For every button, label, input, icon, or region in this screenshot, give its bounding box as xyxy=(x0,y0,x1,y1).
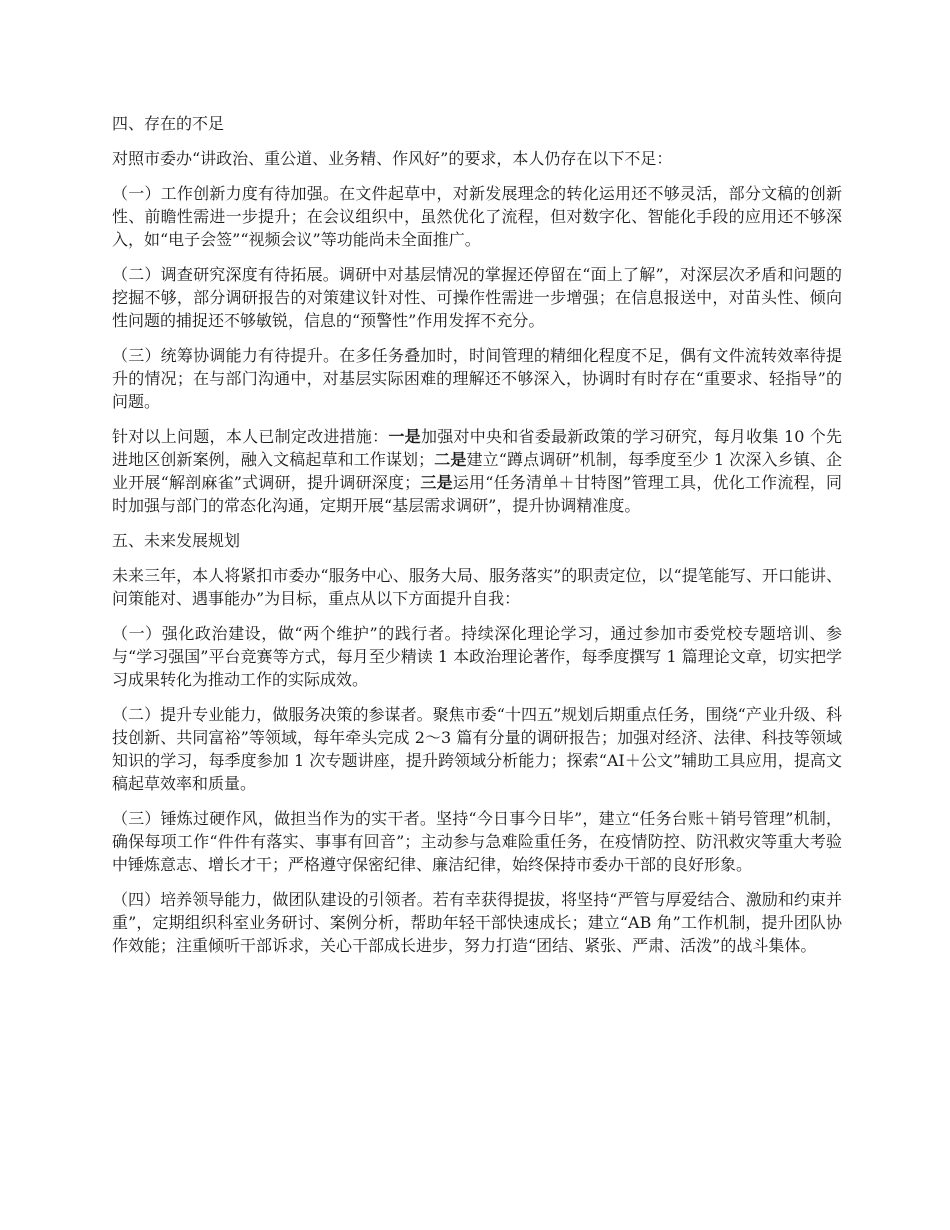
document-page xyxy=(112,112,842,969)
measure-3-label: 三是 xyxy=(420,473,453,492)
section-4-heading: 四、存在的不足 xyxy=(112,114,225,133)
measure-1-label: 一是 xyxy=(388,427,421,446)
section-5-item-4: （四）培养领导能力，做团队建设的引领者。若有幸获得提拔，将坚持“严管与厚爱结合、激励和约束并重”，定期组织科室业务研讨、案例分析，帮助年轻干部快速成长；建立“AB 角”工作机制，提升团队协作效能；注重倾听干部诉求，关心干部成长进步，努力打造“团结、紧张、严肃、活泼”的战斗集体。 xyxy=(112,890,842,955)
measures-lead: 针对以上问题，本人已制定改进措施： xyxy=(112,427,389,446)
measure-2-label: 二是 xyxy=(434,450,467,469)
section-5-item-2: （二）提升专业能力，做服务决策的参谋者。聚焦市委“十四五”规划后期重点任务，围绕“产业升级、科技创新、共同富裕”等领域，每年牵头完成 2～3 篇有分量的调研报告；加强对经济、法律、科技等领域知识的学习，每季度参加 1 次专题讲座，提升跨领域分析能力；探索“AI＋公文”辅助工具应用，提高文稿起草效率和质量。 xyxy=(112,705,842,793)
section-5-item-1: （一）强化政治建设，做“两个维护”的践行者。持续深化理论学习，通过参加市委党校专题培训、参与“学习强国”平台竞赛等方式，每月至少精读 1 本政治理论著作，每季度撰写 1 篇理论文章，切实把学习成果转化为推动工作的实际成效。 xyxy=(112,624,842,689)
section-5-intro: 未来三年，本人将紧扣市委办“服务中心、服务大局、服务落实”的职责定位，以“提笔能写、开口能讲、问策能对、遇事能办”为目标，重点从以下方面提升自我： xyxy=(112,566,842,608)
section-4-intro: 对照市委办“讲政治、重公道、业务精、作风好”的要求，本人仍存在以下不足： xyxy=(112,149,673,168)
section-4-item-3: （三）统筹协调能力有待提升。在多任务叠加时，时间管理的精细化程度不足，偶有文件流转效率待提升的情况；在与部门沟通中，对基层实际困难的理解还不够深入，协调时有时存在“重要求、轻指导”的问题。 xyxy=(112,346,842,411)
measure-1-text: 加强对中央和省委最新政策的学习研究，每月收集 10 个先进地区创新案例，融入文稿起草和工作谋划； xyxy=(112,427,842,469)
section-5-item-3: （三）锤炼过硬作风，做担当作为的实干者。坚持“今日事今日毕”，建立“任务台账＋销号管理”机制，确保每项工作“件件有落实、事事有回音”；主动参与急难险重任务，在疫情防控、防汛救灾等重大考验中锤炼意志、增长才干；严格遵守保密纪律、廉洁纪律，始终保持市委办干部的良好形象。 xyxy=(112,809,842,874)
measure-2-text: 建立“蹲点调研”机制，每季度至少 1 次深入乡镇、企业开展“解剖麻雀”式调研，提升调研深度； xyxy=(112,450,842,492)
improvement-measures xyxy=(112,425,842,517)
section-5-heading: 五、未来发展规划 xyxy=(112,531,241,550)
section-4-item-2: （二）调查研究深度有待拓展。调研中对基层情况的掌握还停留在“面上了解”，对深层次矛盾和问题的挖掘不够，部分调研报告的对策建议针对性、可操作性需进一步增强；在信息报送中，对苗头性、倾向性问题的捕捉还不够敏锐，信息的“预警性”作用发挥不充分。 xyxy=(112,265,842,330)
measure-3-text: 运用“任务清单＋甘特图”管理工具，优化工作流程，同时加强与部门的常态化沟通，定期开展“基层需求调研”，提升协调精准度。 xyxy=(112,473,842,515)
section-4-item-1: （一）工作创新力度有待加强。在文件起草中，对新发展理念的转化运用还不够灵活，部分文稿的创新性、前瞻性需进一步提升；在会议组织中，虽然优化了流程，但对数字化、智能化手段的应用还不够深入，如“电子会签”“视频会议”等功能尚未全面推广。 xyxy=(112,184,842,249)
